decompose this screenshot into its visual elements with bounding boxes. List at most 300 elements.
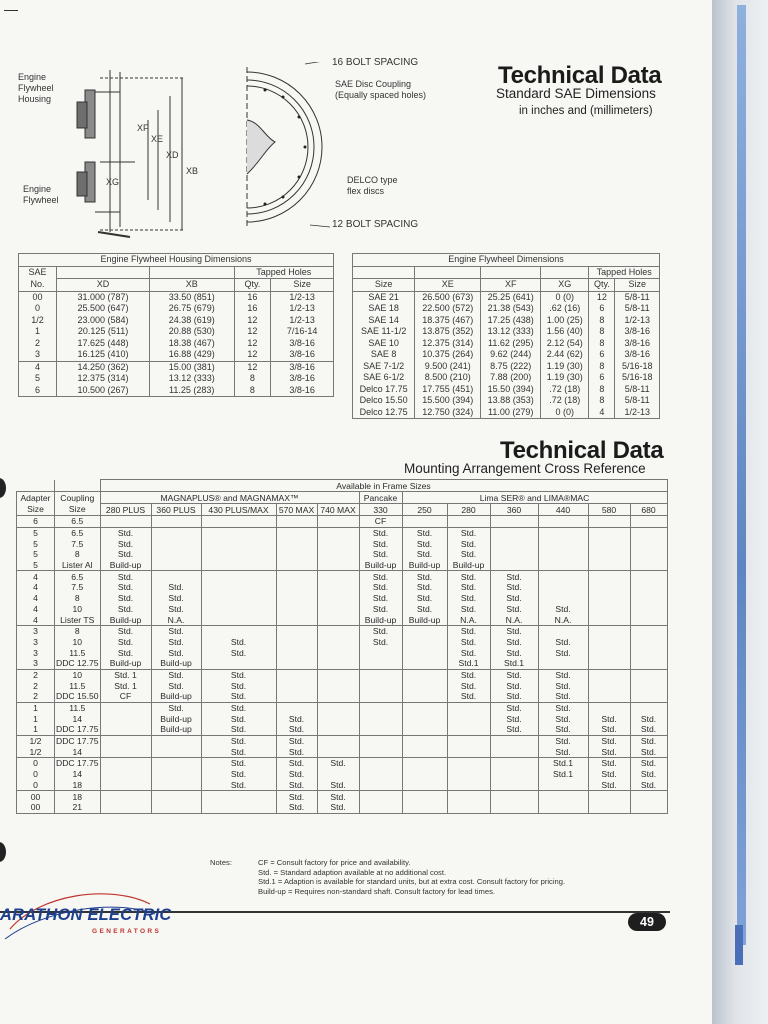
table-cell xyxy=(317,769,359,780)
table-cell: SAE 6-1/2 xyxy=(353,372,415,384)
table-cell xyxy=(151,516,201,528)
label-xd: XD xyxy=(166,150,179,160)
table-cell xyxy=(588,593,630,604)
table-cell: 18 xyxy=(55,791,101,802)
table-cell xyxy=(630,571,667,582)
table-cell xyxy=(276,669,317,680)
table-cell: 9.500 (241) xyxy=(415,361,481,373)
frame-size-header: 430 PLUS/MAX xyxy=(201,504,276,516)
table-cell: Std. xyxy=(276,735,317,746)
table-cell xyxy=(317,516,359,528)
table-cell xyxy=(359,702,402,713)
table-cell: Std. xyxy=(201,735,276,746)
table-cell xyxy=(490,758,538,769)
table-cell: Std. xyxy=(317,802,359,813)
table-cell xyxy=(538,560,588,571)
table-cell: Std. xyxy=(630,724,667,735)
table-row xyxy=(19,349,334,361)
page-subtitle: Standard SAE Dimensions xyxy=(496,86,656,101)
table-cell: 1/2-13 xyxy=(271,291,334,303)
note-cf: CF = Consult factory for price and availability. xyxy=(258,858,411,867)
table-cell: Std. xyxy=(402,604,447,615)
table-cell: 4 xyxy=(19,361,57,373)
table-cell: CF xyxy=(359,516,402,528)
table-cell: Std.1 xyxy=(538,769,588,780)
table-cell: .72 (18) xyxy=(541,384,589,396)
table-cell: Std. xyxy=(630,758,667,769)
table-cell xyxy=(490,769,538,780)
table-row xyxy=(17,802,668,813)
table-cell: Delco 12.75 xyxy=(353,407,415,419)
table-cell: 1/2 xyxy=(17,746,55,757)
table-cell: 2 xyxy=(17,680,55,691)
table-cell xyxy=(100,724,151,735)
table-cell: Build-up xyxy=(151,713,201,724)
table-cell: Std. xyxy=(490,593,538,604)
table-cell xyxy=(100,735,151,746)
table-cell: 3 xyxy=(17,658,55,669)
table-cell: Std. xyxy=(490,647,538,658)
table-cell: 8 xyxy=(589,384,615,396)
table-cell: Std. xyxy=(201,647,276,658)
table-cell xyxy=(630,527,667,538)
table-cell: 14.250 (362) xyxy=(57,361,150,373)
table-cell: Std. xyxy=(588,758,630,769)
table-cell xyxy=(630,658,667,669)
table-cell: Std. xyxy=(402,571,447,582)
table-cell xyxy=(447,713,490,724)
table-cell: DDC 17.75 xyxy=(56,724,99,735)
table-cell: Std. xyxy=(359,625,402,636)
table-cell xyxy=(447,758,490,769)
table-cell: Std. xyxy=(201,746,276,757)
table-cell xyxy=(490,791,538,802)
table-cell: Std. xyxy=(490,604,538,615)
mounting-cross-reference-table: Available in Frame Sizes Adapter Coupling MAGNAPLUS® and MAGNAMAX™ Pancake Lima SER® and LIMA®MAC Size Size 280 PLUS 360 PLUS 430 PLUS/MAX 570 MAX 740 MAX 330 250 280 360 440 580 680 6 6.5 CF 5 6.5 Std. Std. Std. Std. 5 7.5 Std. Std. Std. Std. 5 8 Std. Std. Std. Std. 5 Lister Al Build-up Build-up Build-up Build-up 4 6.5 Std. Std. Std. Std. Std. 4 7.5 Std. Std. Std. Std. Std. Std. 4 8 Std. Std. Std. Std. Std. Std. 4 10 Std. Std. Std. Std. Std. Std. Std. 4 Lister TS Build-up N.A. Build-up Build-up N.A. N.A. N.A. 3 8 Std. Std. Std. Std. Std. 3 10 Std. Std. Std. Std. Std. Std. Std. 3 11.5 Std. Std. Std. Std. Std. Std. 3 DDC 12.75 Build-up Build-up Std.1 Std.1 2 10 Std. 1 Std. Std. Std. Std. Std. 2 11.5 Std. 1 Std. Std. Std. Std. Std. 2 DDC 15.50 CF Build-up Std. Std. Std. Std. 1 11.5 Std. Std. Std. Std. 1 14 Build-up Std. Std. Std. Std. Std. Std. 1 DDC 17.75 Build-up Std. Std. Std. Std. Std. Std. 1/2 DDC 17.75 Std. Std. Std. Std. Std. 1/2 14 Std. Std. Std. Std. Std. 0 DDC 17.75 Std. Std. Std. Std.1 Std. Std. 0 14 Std. Std. Std.1 Std. Std. 0 18 Std. Std. Std. Std. Std. 00 18 Std. Std. 00 21 Std. Std. xyxy=(16,479,668,814)
sae-label: SAE xyxy=(19,266,57,279)
table-cell: Std. xyxy=(538,724,588,735)
table-cell xyxy=(402,802,447,813)
table-row xyxy=(353,384,660,396)
table-cell: 10 xyxy=(55,669,101,680)
table-cell: 3/8-16 xyxy=(271,373,334,385)
table-cell: 26.500 (673) xyxy=(415,291,481,303)
table-row xyxy=(17,560,668,571)
frame-size-header: 280 PLUS xyxy=(100,504,151,516)
table-cell: Std. xyxy=(359,593,402,604)
table-cell: 13.12 (333) xyxy=(149,373,234,385)
table-cell: 3/8-16 xyxy=(615,326,660,338)
frame-size-header: 570 MAX xyxy=(276,504,317,516)
note-std: Std. = Standard adaption available at no additional cost. xyxy=(258,867,447,877)
table-cell xyxy=(402,780,447,791)
table-cell: Std. xyxy=(201,691,276,702)
available-frame-sizes-header: Available in Frame Sizes xyxy=(100,480,667,492)
table-cell xyxy=(276,647,317,658)
table-cell: 3 xyxy=(19,349,57,361)
table-cell: 13.875 (352) xyxy=(415,326,481,338)
table-cell xyxy=(402,625,447,636)
table-cell: 1 xyxy=(19,326,57,338)
frame-size-header: 680 xyxy=(630,504,667,516)
table-cell: Std. xyxy=(490,625,538,636)
table-cell xyxy=(538,802,588,813)
table-cell xyxy=(359,669,402,680)
table-cell xyxy=(317,571,359,582)
table-row xyxy=(17,746,668,757)
table-cell xyxy=(359,713,402,724)
table-cell: 6.5 xyxy=(55,527,101,538)
table-cell: Std. xyxy=(490,571,538,582)
table-row xyxy=(353,338,660,350)
table-cell: 7.5 xyxy=(55,582,101,593)
table-cell: 14 xyxy=(55,769,101,780)
binder-hole xyxy=(0,842,6,862)
table-row xyxy=(17,680,668,691)
table-row xyxy=(353,303,660,315)
table-cell: Std. xyxy=(276,769,317,780)
table-cell: 8 xyxy=(55,593,101,604)
table-cell xyxy=(402,713,447,724)
label-engine-flywheel-housing: Engine Flywheel Housing xyxy=(18,72,54,104)
table-cell xyxy=(630,560,667,571)
table-cell: Std. xyxy=(317,791,359,802)
table-row xyxy=(353,361,660,373)
table-cell: 1.56 (40) xyxy=(541,326,589,338)
table-cell xyxy=(151,791,201,802)
table-cell: Build-up xyxy=(100,658,151,669)
table-cell xyxy=(490,735,538,746)
table-cell xyxy=(588,691,630,702)
table-cell: Delco 15.50 xyxy=(353,395,415,407)
table-cell: 12 xyxy=(234,315,271,327)
table-cell: Std. xyxy=(538,680,588,691)
table-cell: 2.12 (54) xyxy=(541,338,589,350)
table-cell: N.A. xyxy=(538,614,588,625)
label-xe: XE xyxy=(151,134,164,144)
table-cell: 31.000 (787) xyxy=(57,291,150,303)
table-cell xyxy=(588,658,630,669)
table-cell: Std. xyxy=(402,582,447,593)
table-cell xyxy=(588,516,630,528)
table-cell xyxy=(276,680,317,691)
table-cell: 16 xyxy=(234,303,271,315)
table-row xyxy=(17,669,668,680)
table-row xyxy=(17,582,668,593)
table-cell: 6 xyxy=(19,385,57,397)
table-cell: Build-up xyxy=(447,560,490,571)
table-cell: SAE 10 xyxy=(353,338,415,350)
table-cell: 11.00 (279) xyxy=(481,407,541,419)
table-cell xyxy=(402,691,447,702)
table-cell: Std. xyxy=(630,780,667,791)
table-cell: Std. xyxy=(447,625,490,636)
table-cell xyxy=(359,758,402,769)
table-cell xyxy=(201,625,276,636)
table-cell: 8 xyxy=(589,361,615,373)
table-row xyxy=(17,527,668,538)
table-cell: 11.5 xyxy=(55,680,101,691)
table-cell: Std. xyxy=(588,735,630,746)
table-cell: Std. xyxy=(447,527,490,538)
table-cell: 15.50 (394) xyxy=(481,384,541,396)
table-cell xyxy=(447,724,490,735)
housing-table-title: Engine Flywheel Housing Dimensions xyxy=(19,254,334,267)
table-cell: SAE 14 xyxy=(353,315,415,327)
table-row xyxy=(353,291,660,303)
table-cell xyxy=(151,538,201,549)
table-cell: Std. xyxy=(490,702,538,713)
table-cell: Std. xyxy=(538,691,588,702)
table-cell: N.A. xyxy=(447,614,490,625)
disc-coupling-diagram xyxy=(235,62,345,232)
table-cell xyxy=(276,614,317,625)
table-row xyxy=(19,361,334,373)
table-row xyxy=(17,691,668,702)
flywheel-dimensions-table: Engine Flywheel Dimensions Tapped Holes Size XE XF XG Qty. Size SAE 21 26.500 (673) 25.25 (641) 0 (0) 12 5/8-11 SAE 18 22.500 (572) 21.38 (543) .62 (16) 6 5/8-11 SAE 14 18.375 (467) 17.25 (438) 1.00 (25) 8 1/2-13 SAE 11-1/2 13.875 (352) 13.12 (333) 1.56 (40) 8 3/8-16 SAE 10 12.375 (314) 11.62 (295) 2.12 (54) 8 3/8-16 SAE 8 10.375 (264) 9.62 (244) 2.44 (62) 6 3/8-16 SAE 7-1/2 9.500 (241) 8.75 (222) 1.19 (30) 8 5/16-18 SAE 6-1/2 8.500 (210) 7.88 (200) 1.19 (30) 6 5/16-18 Delco 17.75 17.755 (451) 15.50 (394) .72 (18) 8 5/8-11 Delco 15.50 15.500 (394) 13.88 (353) .72 (18) 8 5/8-11 Delco 12.75 12.750 (324) 11.00 (279) 0 (0) 4 1/2-13 xyxy=(352,253,660,419)
table-cell: 12.750 (324) xyxy=(415,407,481,419)
table-row xyxy=(19,385,334,397)
table-cell: Std. xyxy=(402,527,447,538)
table-cell xyxy=(201,658,276,669)
table-cell: 8.500 (210) xyxy=(415,372,481,384)
table-cell: N.A. xyxy=(490,614,538,625)
table-cell: 0 xyxy=(17,758,55,769)
table-row xyxy=(353,372,660,384)
table-cell: 4 xyxy=(17,582,55,593)
table-cell xyxy=(201,527,276,538)
table-cell xyxy=(447,791,490,802)
table-row xyxy=(17,637,668,648)
table-cell: 4 xyxy=(17,614,55,625)
table-cell: Std. xyxy=(447,647,490,658)
table-cell: 8 xyxy=(589,395,615,407)
table-cell: Build-up xyxy=(151,691,201,702)
table-cell xyxy=(630,538,667,549)
table-cell: 8 xyxy=(234,373,271,385)
table-cell: Std. xyxy=(201,780,276,791)
table-cell xyxy=(359,791,402,802)
table-cell xyxy=(317,647,359,658)
table-cell: Std. xyxy=(538,669,588,680)
table-cell: 3 xyxy=(17,647,55,658)
table-cell: DDC 15.50 xyxy=(56,691,99,702)
table-cell xyxy=(201,571,276,582)
table-cell: Build-up xyxy=(402,560,447,571)
table-cell xyxy=(151,746,201,757)
table-cell: 5/8-11 xyxy=(615,303,660,315)
table-cell: 10.375 (264) xyxy=(415,349,481,361)
table-cell xyxy=(151,527,201,538)
table-cell: 12 xyxy=(589,291,615,303)
table-cell: Std. xyxy=(100,538,151,549)
table-cell xyxy=(276,582,317,593)
frame-size-header: 250 xyxy=(402,504,447,516)
table-cell xyxy=(402,680,447,691)
table-cell: 1.00 (25) xyxy=(541,315,589,327)
table-cell xyxy=(201,549,276,560)
table-cell: 6 xyxy=(589,372,615,384)
table-row xyxy=(19,315,334,327)
table-cell xyxy=(201,791,276,802)
table-row xyxy=(17,593,668,604)
table-cell: Std. xyxy=(201,758,276,769)
table-cell xyxy=(588,669,630,680)
table-row xyxy=(353,315,660,327)
table-cell: 33.50 (851) xyxy=(149,291,234,303)
table-cell xyxy=(151,802,201,813)
table-row xyxy=(17,516,668,528)
table-cell xyxy=(538,571,588,582)
table-cell xyxy=(630,791,667,802)
table-cell xyxy=(276,516,317,528)
table-cell: Std. xyxy=(317,758,359,769)
table-cell: 4 xyxy=(17,604,55,615)
table-cell xyxy=(490,746,538,757)
table-cell xyxy=(201,516,276,528)
table-cell: Build-up xyxy=(100,614,151,625)
table-cell xyxy=(402,658,447,669)
table-cell xyxy=(100,791,151,802)
table-cell: 8 xyxy=(234,385,271,397)
table-cell: Std. xyxy=(359,538,402,549)
table-cell: Std.1 xyxy=(490,658,538,669)
table-cell: Std. xyxy=(490,691,538,702)
table-cell: 6 xyxy=(17,516,55,528)
table-cell xyxy=(588,560,630,571)
table-cell: Std. xyxy=(151,647,201,658)
table-cell: Std. xyxy=(447,680,490,691)
table-cell xyxy=(317,658,359,669)
table-cell: 7.88 (200) xyxy=(481,372,541,384)
table-row xyxy=(19,326,334,338)
table-cell: Std. xyxy=(276,791,317,802)
section-title: Technical Data xyxy=(500,437,664,464)
corner-mark xyxy=(4,10,18,11)
table-cell xyxy=(201,560,276,571)
table-cell: 21 xyxy=(55,802,101,813)
table-cell xyxy=(447,516,490,528)
table-cell xyxy=(201,538,276,549)
label-xg: XG xyxy=(106,177,120,187)
table-cell xyxy=(402,516,447,528)
label-xb: XB xyxy=(186,166,199,176)
table-cell: 8 xyxy=(589,326,615,338)
table-row xyxy=(353,326,660,338)
table-cell xyxy=(630,702,667,713)
table-cell: 16.125 (410) xyxy=(57,349,150,361)
table-cell: Std. xyxy=(359,527,402,538)
table-cell xyxy=(490,538,538,549)
table-cell: 20.88 (530) xyxy=(149,326,234,338)
table-cell xyxy=(201,604,276,615)
table-cell: SAE 11-1/2 xyxy=(353,326,415,338)
note-buildup: Build-up = Requires non-standard shaft. Consult factory for lead times. xyxy=(258,886,496,896)
table-cell xyxy=(151,780,201,791)
table-cell: 12 xyxy=(234,326,271,338)
table-cell: 1/2-13 xyxy=(271,303,334,315)
table-cell xyxy=(276,702,317,713)
table-cell: 11.25 (283) xyxy=(149,385,234,397)
table-cell: 3/8-16 xyxy=(271,361,334,373)
table-cell: Std. xyxy=(588,746,630,757)
table-cell: 8 xyxy=(589,338,615,350)
table-cell xyxy=(100,746,151,757)
table-cell: Std. xyxy=(630,735,667,746)
table-cell xyxy=(151,769,201,780)
table-cell xyxy=(538,791,588,802)
table-cell: 16 xyxy=(234,291,271,303)
table-cell xyxy=(276,538,317,549)
table-cell: 25.25 (641) xyxy=(481,291,541,303)
tapped-holes-header: Tapped Holes xyxy=(234,266,334,279)
table-cell: Std. xyxy=(151,702,201,713)
table-cell: Std. xyxy=(630,769,667,780)
table-cell: SAE 18 xyxy=(353,303,415,315)
table-cell xyxy=(588,791,630,802)
label-sae-disc-coupling: SAE Disc Coupling (Equally spaced holes) xyxy=(335,79,427,100)
table-cell: Std. xyxy=(490,713,538,724)
table-cell: 12.375 (314) xyxy=(415,338,481,350)
table-row xyxy=(19,338,334,350)
table-cell xyxy=(588,614,630,625)
table-row xyxy=(17,769,668,780)
table-cell xyxy=(317,691,359,702)
table-cell: Std.1 xyxy=(538,758,588,769)
table-cell: 3 xyxy=(17,637,55,648)
table-cell: Std. xyxy=(402,593,447,604)
table-cell: 00 xyxy=(17,802,55,813)
table-cell: Std. xyxy=(538,713,588,724)
table-cell xyxy=(317,702,359,713)
table-cell: Std. xyxy=(538,604,588,615)
magna-group-header: MAGNAPLUS® and MAGNAMAX™ xyxy=(100,492,359,504)
housing-dimensions-table: Engine Flywheel Housing Dimensions SAE Tapped Holes No. XD XB Qty. Size 00 31.000 (787) 33.50 (851) 16 1/2-13 0 25.500 (647) 26.75 (679) 16 1/2-13 1/2 23.000 (584) 24.38 (619) 12 1/2-13 1 20.125 (511) 20.88 (530) 12 7/16-14 2 17.625 (448) 18.38 (467) 12 3/8-16 3 16.125 (410) 16.88 (429) 12 3/8-16 4 14.250 (362) 15.00 (381) 12 3/8-16 5 12.375 (314) 13.12 (333) 8 3/8-16 6 10.500 (267) 11.25 (283) 8 3/8-16 xyxy=(18,253,334,397)
table-cell: Std. xyxy=(630,746,667,757)
table-cell xyxy=(447,735,490,746)
frame-size-header: 440 xyxy=(538,504,588,516)
table-cell: 1 xyxy=(17,702,55,713)
table-cell: 17.755 (451) xyxy=(415,384,481,396)
table-cell: Std. xyxy=(538,735,588,746)
table-cell: 20.125 (511) xyxy=(57,326,150,338)
table-cell xyxy=(402,758,447,769)
label-16-bolt-spacing: 16 BOLT SPACING xyxy=(332,57,419,68)
table-cell: 15.00 (381) xyxy=(149,361,234,373)
table-cell: 12.375 (314) xyxy=(57,373,150,385)
table-cell xyxy=(276,593,317,604)
table-cell xyxy=(317,538,359,549)
table-cell xyxy=(317,549,359,560)
table-cell xyxy=(276,625,317,636)
table-cell xyxy=(588,702,630,713)
table-cell: 2 xyxy=(19,338,57,350)
table-cell: Std. xyxy=(201,637,276,648)
table-cell xyxy=(402,702,447,713)
table-cell xyxy=(402,669,447,680)
table-cell xyxy=(317,713,359,724)
table-cell: 11.62 (295) xyxy=(481,338,541,350)
table-cell: Lister Al xyxy=(55,560,101,571)
table-cell xyxy=(538,780,588,791)
table-cell xyxy=(588,571,630,582)
table-cell: Std. xyxy=(100,647,151,658)
table-cell: 6 xyxy=(589,303,615,315)
label-xf: XF xyxy=(137,123,149,133)
table-cell xyxy=(630,680,667,691)
table-cell: .62 (16) xyxy=(541,303,589,315)
table-cell: Std. xyxy=(447,593,490,604)
